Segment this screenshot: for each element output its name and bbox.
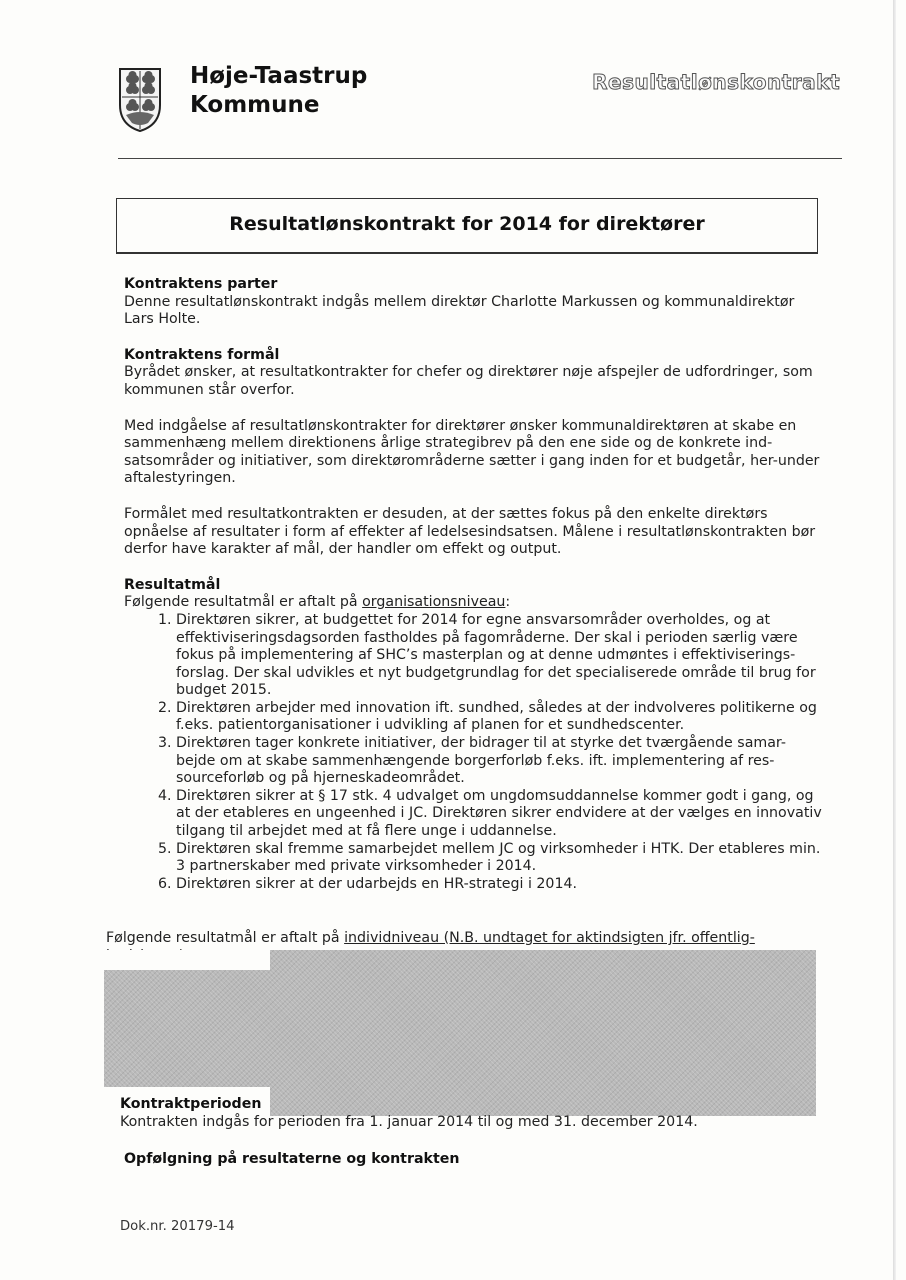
document-type: Resultatlønskontrakt [592,70,840,94]
goal-item: 5. Direktøren skal fremme samarbejdet mellem JC og virksomheder i HTK. Der etableres min. 3 partnerskaber med private virksomheder i 2014. [176,841,824,876]
redaction-notch [104,950,270,970]
title-box [116,198,818,254]
municipality-name [190,62,367,120]
document-number: Dok.nr. 20179-14 [120,1219,235,1234]
goals-list [124,612,824,894]
goal-item: 6. Direktøren sikrer at der udarbejds en HR-strategi i 2014. [176,876,824,894]
resultatmaal-intro [124,594,824,612]
goal-item: 4. Direktøren sikrer at § 17 stk. 4 udvalget om ungdomsuddannelse kommer godt i gang, og at der etableres en ungeenhed i JC. Direktøren sikrer endvidere at der vælges en innovativ tilgang til arbejdet med at få flere unge i uddannelse. [176,788,824,841]
periode-heading: Kontraktperioden [120,1096,262,1112]
intro-text: Følgende resultatmål er aftalt på [124,594,363,611]
goal-item: 2. Direktøren arbejder med innovation ift. sundhed, således at der indvolveres politikerne og f.eks. patientorganisationer i udvikling af planen for et sundhedscenter. [176,700,824,735]
organisationsniveau-label: organisationsniveau [362,594,506,611]
opfolgning-heading: Opfølgning på resultaterne og kontrakten [124,1151,460,1167]
goal-item: 3. Direktøren tager konkrete initiativer, der bidrager til at styrke det tværgående samar-bejde om at skabe sammenhængende borgerforløb f.eks. ift. implementering af res-sourceforløb og på hjerneskadeområdet. [176,735,824,788]
indiv-text: Følgende resultatmål er aftalt på [106,930,345,946]
resultatmaal-heading: Resultatmål [124,576,221,593]
brand-line-2: Kommune [190,92,320,118]
parter-text: Denne resultatlønskontrakt indgås mellem direktør Charlotte Markussen og kommunaldirektør Lars Holte. [124,293,795,328]
intro-colon: : [505,594,511,611]
formaal-paragraph-1: Byrådet ønsker, at resultatkontrakter for chefer og direktører nøje afspejler de udfordringer, som kommunen står overfor. [124,364,813,398]
page-edge [893,0,896,1280]
document-title: Resultatlønskontrakt for 2014 for direktører [229,213,705,235]
header-rule [118,158,842,159]
goal-item: 1. Direktøren sikrer, at budgettet for 2014 for egne ansvarsområder overholdes, og at effektiviseringsdagsorden fastholdes på fagområderne. Der skal i perioden særlig være fokus på implementering af SHC’s masterplan og at denne udmøntes i effektiviserings-forslag. Der skal udvikles et nyt budgetgrundlag for det specialiserede område til brug for budget 2015. [176,612,824,700]
parter-heading: Kontraktens parter [124,276,278,292]
formaal-heading: Kontraktens formål [124,346,280,363]
individniveau-label: individniveau (N.B. undtaget for aktindsigten jfr. offentlig- [344,930,755,946]
document-body [124,276,824,893]
kontraktperiode-section [120,1096,840,1131]
brand-line-1: Høje-Taastrup [190,63,368,89]
formaal-paragraph-3: Formålet med resultatkontrakten er desuden, at der sættes fokus på den enkelte direktørs opnåelse af resultater i form af effekter af ledelsesindsatsen. Målene i resultatlønskontrakten bør derfor have karakter af mål, der handler om effekt og output. [124,505,816,558]
coat-of-arms-icon [118,67,162,133]
periode-text: Kontrakten indgås for perioden fra 1. januar 2014 til og med 31. december 2014. [120,1113,698,1130]
formaal-paragraph-2: Med indgåelse af resultatlønskontrakter for direktører ønsker kommunaldirektøren at skabe en sammenhæng mellem direktionens årlige strategibrev på den ene side og de konkrete ind-satsområder og initiativer, som direktørområderne sætter i gang inden for et budgetår, her-under aftalestyringen. [124,417,820,487]
